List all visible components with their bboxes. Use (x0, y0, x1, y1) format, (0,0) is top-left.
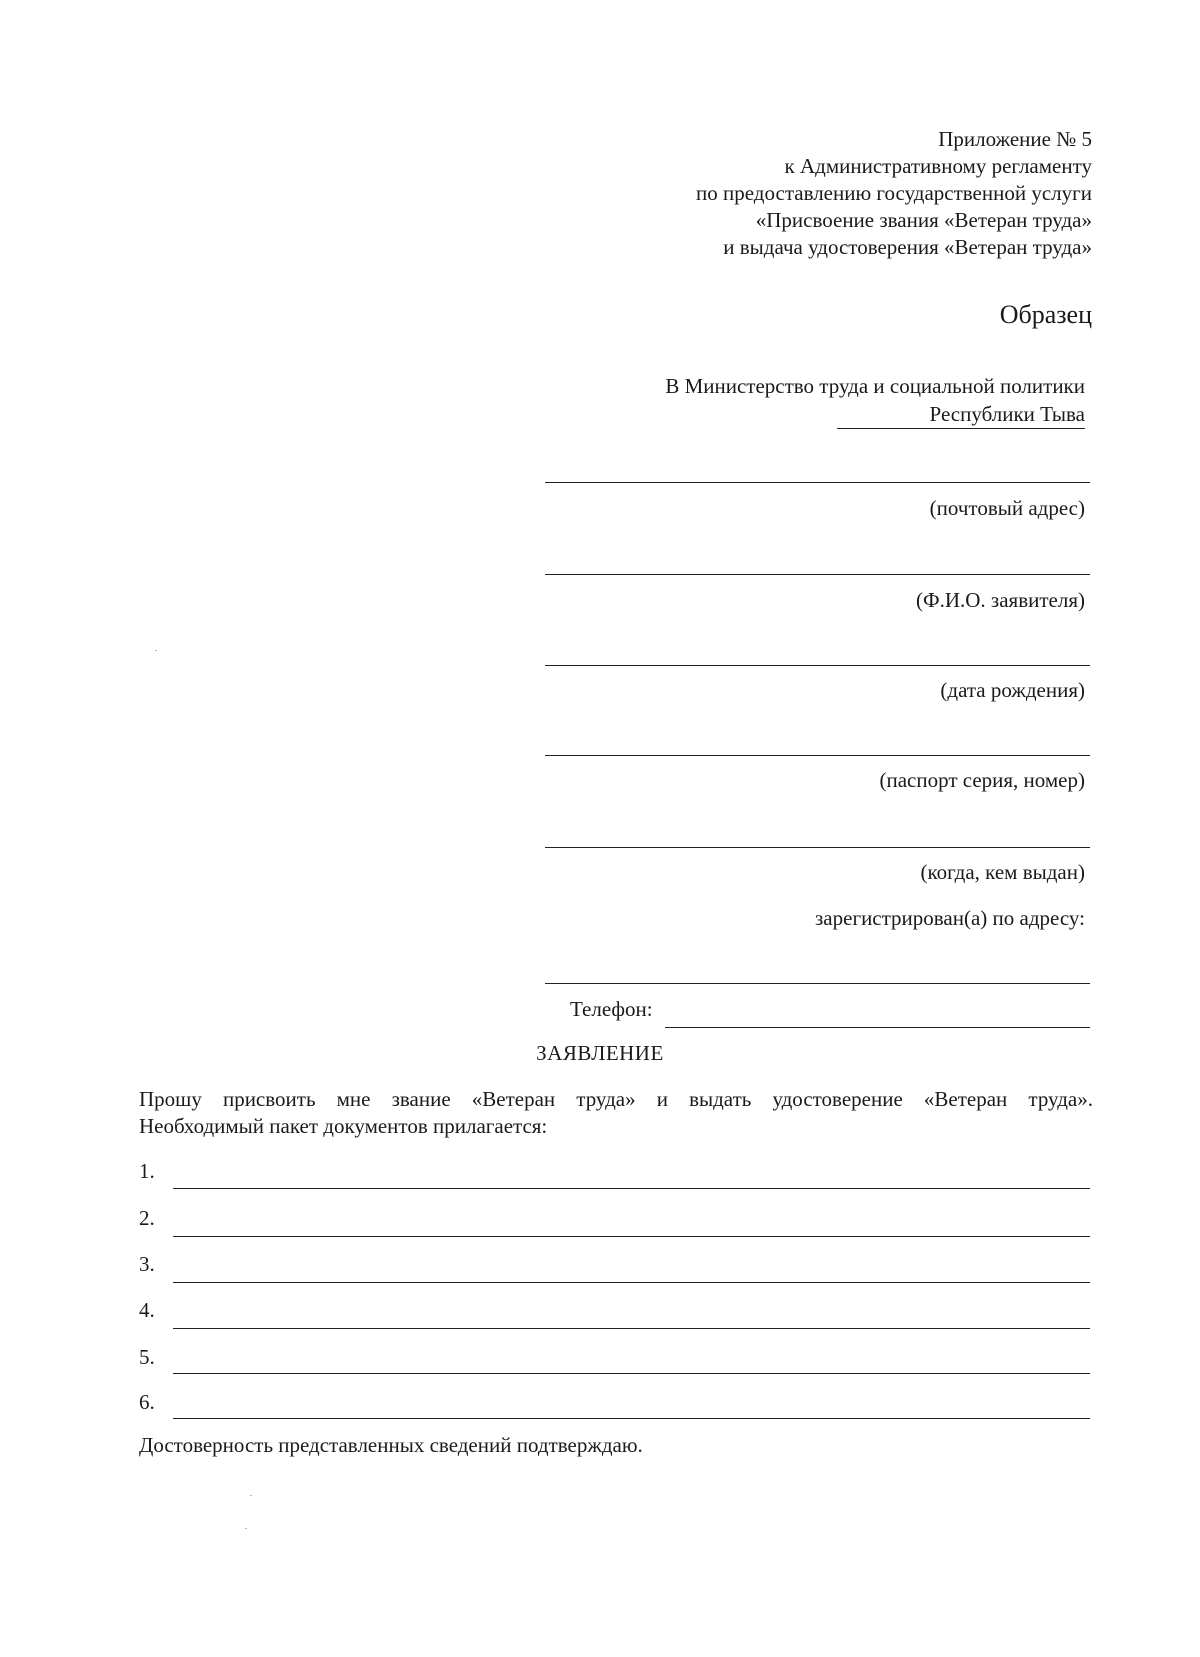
document-number: 1. (139, 1159, 155, 1183)
appendix-service: по предоставлению государственной услуги (696, 181, 1092, 205)
scan-speck (155, 650, 157, 651)
document-number: 6. (139, 1390, 155, 1414)
document-number: 3. (139, 1252, 155, 1276)
applicant-name-line[interactable] (545, 574, 1090, 575)
request-line-2: Необходимый пакет документов прилагается: (139, 1114, 548, 1138)
request-text (139, 1086, 1093, 1140)
statement-title: ЗАЯВЛЕНИЕ (536, 1041, 664, 1065)
appendix-service-title: «Присвоение звания «Ветеран труда» (755, 208, 1092, 232)
registered-address-line[interactable] (545, 983, 1090, 984)
document-line-5[interactable] (173, 1373, 1090, 1374)
appendix-reference (696, 126, 1092, 261)
appendix-regulation: к Административному регламенту (784, 154, 1092, 178)
document-line-4[interactable] (173, 1328, 1090, 1329)
passport-line[interactable] (545, 755, 1090, 756)
birth-date-line[interactable] (545, 665, 1090, 666)
issued-by-caption: (когда, кем выдан) (920, 860, 1085, 884)
issued-by-line[interactable] (545, 847, 1090, 848)
applicant-name-caption: (Ф.И.О. заявителя) (916, 588, 1085, 612)
document-number: 4. (139, 1298, 155, 1322)
appendix-service-title-cont: и выдача удостоверения «Ветеран труда» (723, 235, 1092, 259)
recipient-line[interactable] (837, 428, 1085, 429)
document-line-3[interactable] (173, 1282, 1090, 1283)
recipient-republic: Республики Тыва (929, 402, 1085, 426)
request-line-1: Прошу присвоить мне звание «Ветеран труда» и выдать удостоверение «Ветеран труда». (139, 1087, 1093, 1111)
recipient-ministry: В Министерство труда и социальной политики (665, 374, 1085, 398)
document-number: 2. (139, 1206, 155, 1230)
postal-address-caption: (почтовый адрес) (929, 496, 1085, 520)
document-line-2[interactable] (173, 1236, 1090, 1237)
confirmation-text: Достоверность представленных сведений подтверждаю. (139, 1433, 643, 1457)
document-number: 5. (139, 1345, 155, 1369)
passport-caption: (паспорт серия, номер) (879, 768, 1085, 792)
birth-date-caption: (дата рождения) (940, 678, 1085, 702)
scan-speck (245, 1528, 247, 1529)
sample-label: Образец (999, 300, 1092, 329)
postal-address-line[interactable] (545, 482, 1090, 483)
recipient-block (665, 372, 1085, 428)
appendix-number: Приложение № 5 (938, 127, 1092, 151)
phone-line[interactable] (665, 1027, 1090, 1028)
scan-speck (250, 1495, 252, 1496)
document-line-6[interactable] (173, 1418, 1090, 1419)
document-line-1[interactable] (173, 1188, 1090, 1189)
phone-label: Телефон: (570, 997, 653, 1021)
registered-address-caption: зарегистрирован(а) по адресу: (815, 906, 1085, 930)
